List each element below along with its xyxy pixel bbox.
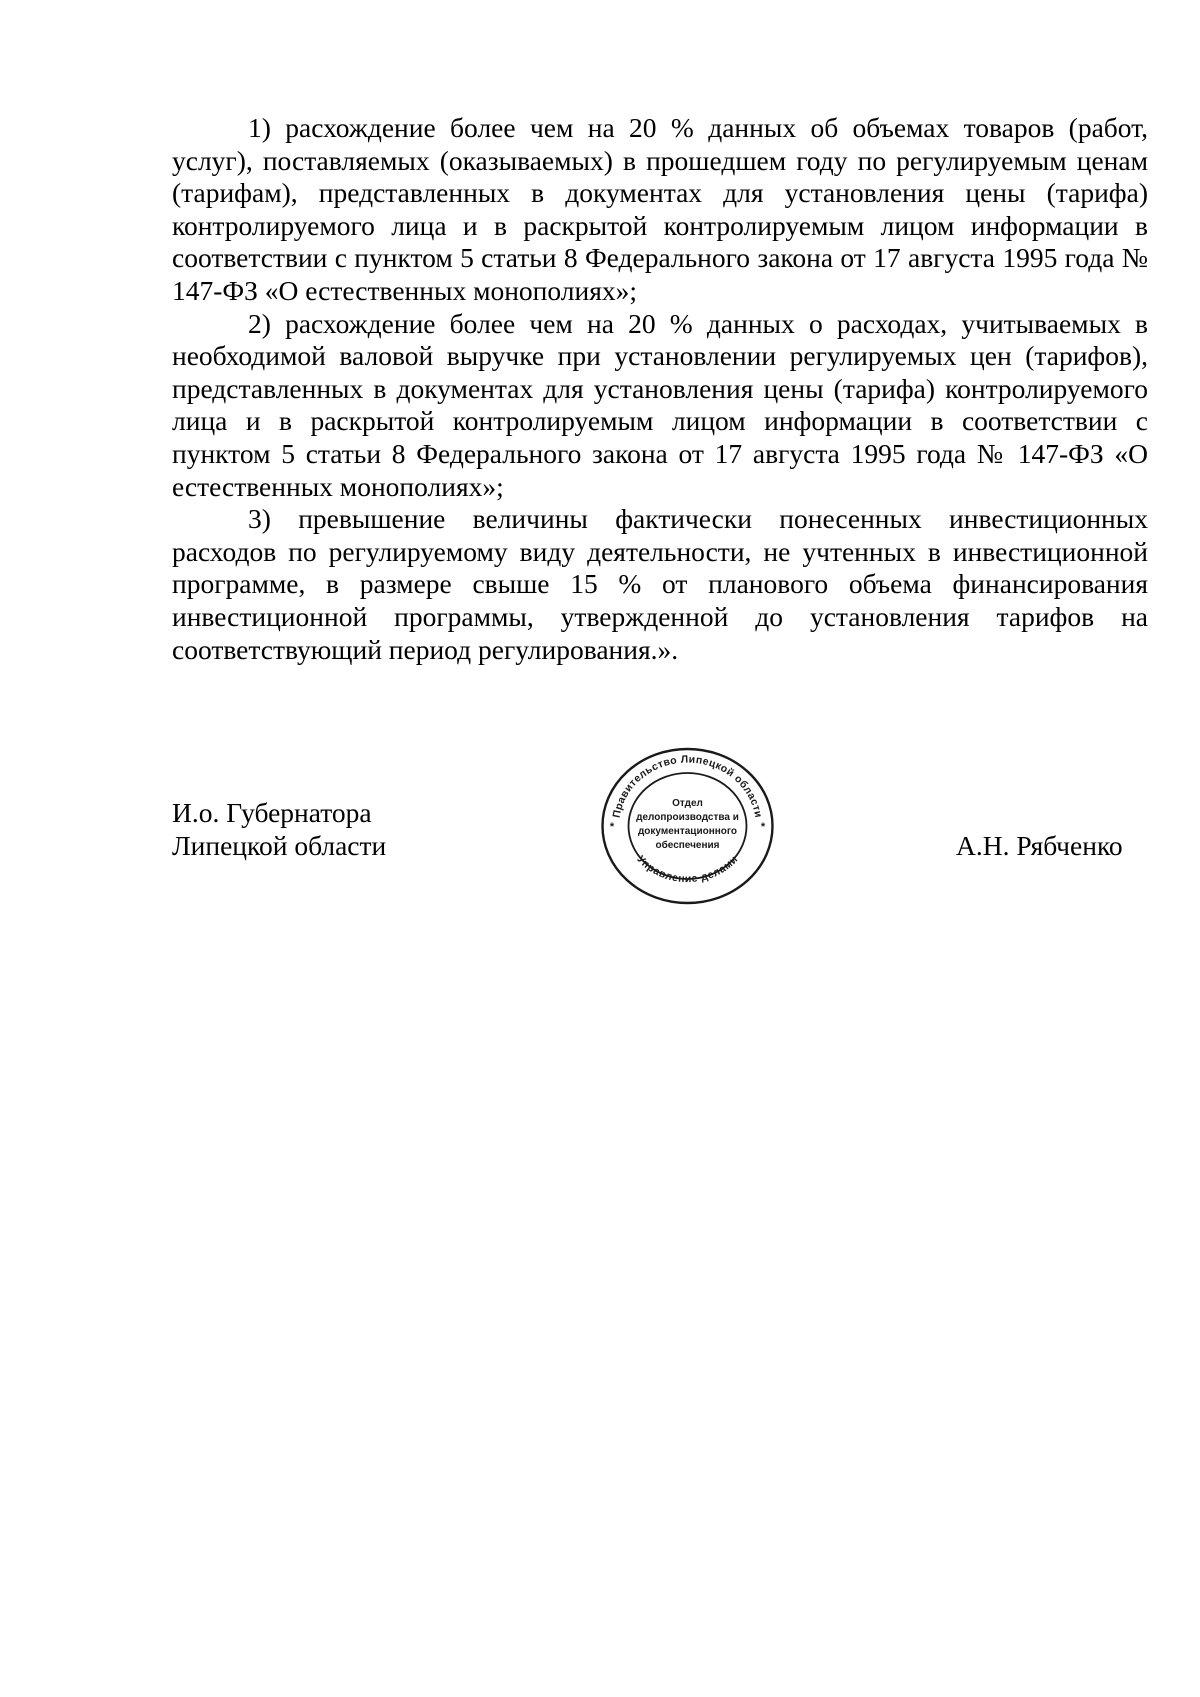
seal-inner-line-3: документационного (637, 826, 738, 837)
seal-star-left: * (609, 821, 615, 833)
signatory-position-line-2: Липецкой области (172, 829, 387, 861)
seal-outer-top-text: Правительство Липецкой области (610, 753, 765, 819)
seal-inner-line-2: делопроизводства и (636, 812, 739, 823)
seal-outer-bottom-text: Управление делами (634, 853, 741, 886)
svg-text:Правительство Липецкой области (611, 753, 765, 818)
signatory-name: А.Н. Рябченко (956, 830, 1123, 861)
seal-star-right: * (760, 821, 766, 833)
document-body (172, 112, 1148, 666)
paragraph-1: 1) расхождение более чем на 20 % данных об объемах товаров (работ, услуг), поставляемых (оказываемых) в прошедшем году по регулируемым ценам (тарифам), представленных в документах для установления цены (тарифа) контролируемого лица и в раскрытой контролируемым лицом информации в соответствии с пунктом 5 статьи 8 Федерального закона от 17 августа 1995 года № 147-ФЗ «О естественных монополиях»; (172, 112, 1148, 306)
signatory-position-line-1: И.о. Губернатора (172, 797, 372, 828)
paragraph-2: 2) расхождение более чем на 20 % данных о расходах, учитываемых в необходимой валовой выручке при установлении регулируемых цен (тарифов), представленных в документах для установления цены (тарифа) контролируемого лица и в раскрытой контролируемым лицом информации в соответствии с пунктом 5 статьи 8 Федерального закона от 17 августа 1995 года № 147-ФЗ «О естественных монополиях»; (172, 307, 1148, 502)
seal-inner-line-1: Отдел (672, 798, 703, 809)
signatory-position (172, 797, 386, 862)
official-seal (600, 747, 775, 905)
svg-text:Управление делами (634, 853, 740, 885)
paragraph-3: 3) превышение величины фактически понесенных инвестиционных расходов по регулируемому виду деятельности, не учтенных в инвестиционной программе, в размере свыше 15 % от планового объема финансирования инвестиционной программы, утвержденной до установления тарифов на соответствующий период регулирования.». (172, 503, 1148, 665)
seal-inner-line-4: обеспечения (655, 840, 720, 851)
